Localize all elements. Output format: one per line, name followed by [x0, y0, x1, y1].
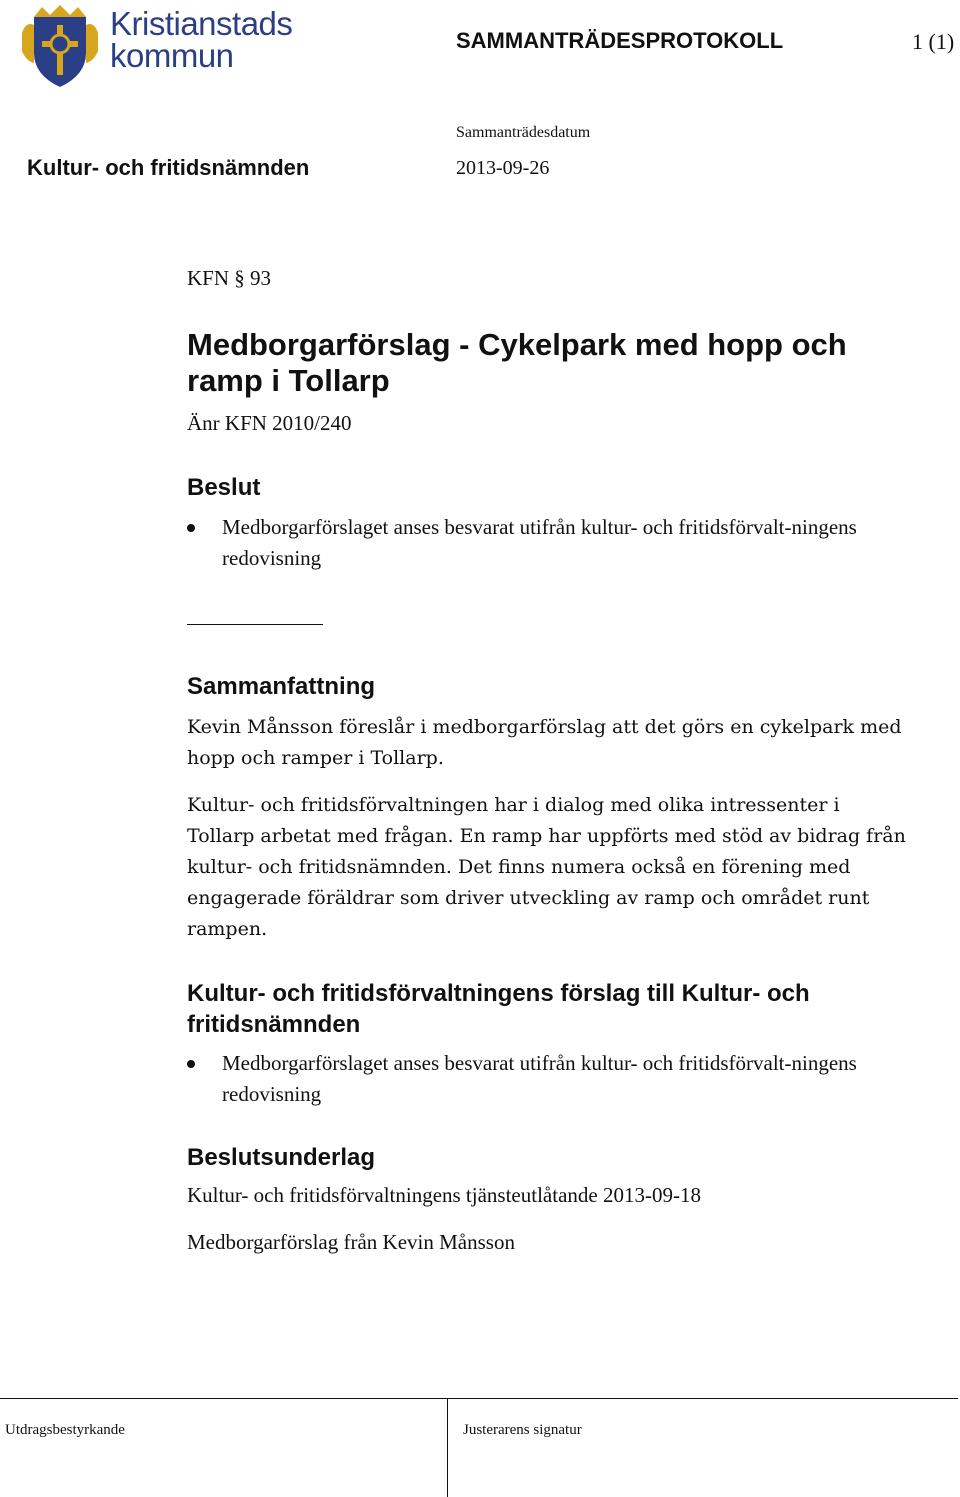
divider — [187, 624, 323, 625]
summary-paragraph-2: Kultur- och fritidsförvaltningen har i dialog med olika intressenter i Tollarp arbetat med frågan. En ramp har uppförts med stöd av bidrag från kultur- och fritidsnämnden. Det finns numera också en förening med engagerade föräldrar som driver utveckling av ramp och området runt rampen. — [187, 794, 906, 940]
underlag-item-1: Kultur- och fritidsförvaltningens tjänsteutlåtande 2013-09-18 — [187, 1183, 701, 1207]
coat-of-arms-icon — [20, 3, 100, 89]
footer-column-divider — [447, 1398, 448, 1497]
case-number: Änr KFN 2010/240 — [187, 411, 352, 435]
org-name-line1: Kristianstads — [110, 5, 293, 42]
bullet-icon — [187, 524, 195, 532]
org-name-line2: kommun — [110, 37, 234, 74]
beslut-bullet: Medborgarförslaget anses besvarat utifrån kultur- och fritidsförvalt-ningens redovisning — [222, 515, 857, 570]
heading-beslutsunderlag: Beslutsunderlag — [187, 1144, 376, 1171]
footer-certification-label: Utdragsbestyrkande — [5, 1422, 125, 1438]
committee-name: Kultur- och fritidsnämnden — [27, 155, 310, 180]
footer-divider — [0, 1398, 958, 1399]
summary-paragraph-1: Kevin Månsson föreslår i medborgarförslag att det görs en cykelpark med hopp och ramper i Tollarp. — [187, 716, 902, 769]
document-title: SAMMANTRÄDESPROTOKOLL — [456, 28, 784, 53]
bullet-icon — [187, 1060, 195, 1068]
forslag-bullet: Medborgarförslaget anses besvarat utifrån kultur- och fritidsförvalt-ningens redovisning — [222, 1051, 857, 1106]
meeting-date-label: Sammanträdesdatum — [456, 124, 591, 141]
heading-beslut: Beslut — [187, 474, 261, 501]
meeting-date: 2013-09-26 — [456, 157, 550, 179]
section-number: KFN § 93 — [187, 266, 272, 290]
underlag-item-2: Medborgarförslag från Kevin Månsson — [187, 1230, 515, 1254]
heading-forslag: Kultur- och fritidsförvaltningens förslag till Kultur- och fritidsnämnden — [187, 980, 810, 1038]
heading-sammanfattning: Sammanfattning — [187, 673, 376, 700]
section-title: Medborgarförslag - Cykelpark med hopp och ramp i Tollarp — [187, 327, 847, 398]
footer-signature-label: Justerarens signatur — [463, 1422, 582, 1438]
page-number: 1 (1) — [912, 29, 955, 54]
